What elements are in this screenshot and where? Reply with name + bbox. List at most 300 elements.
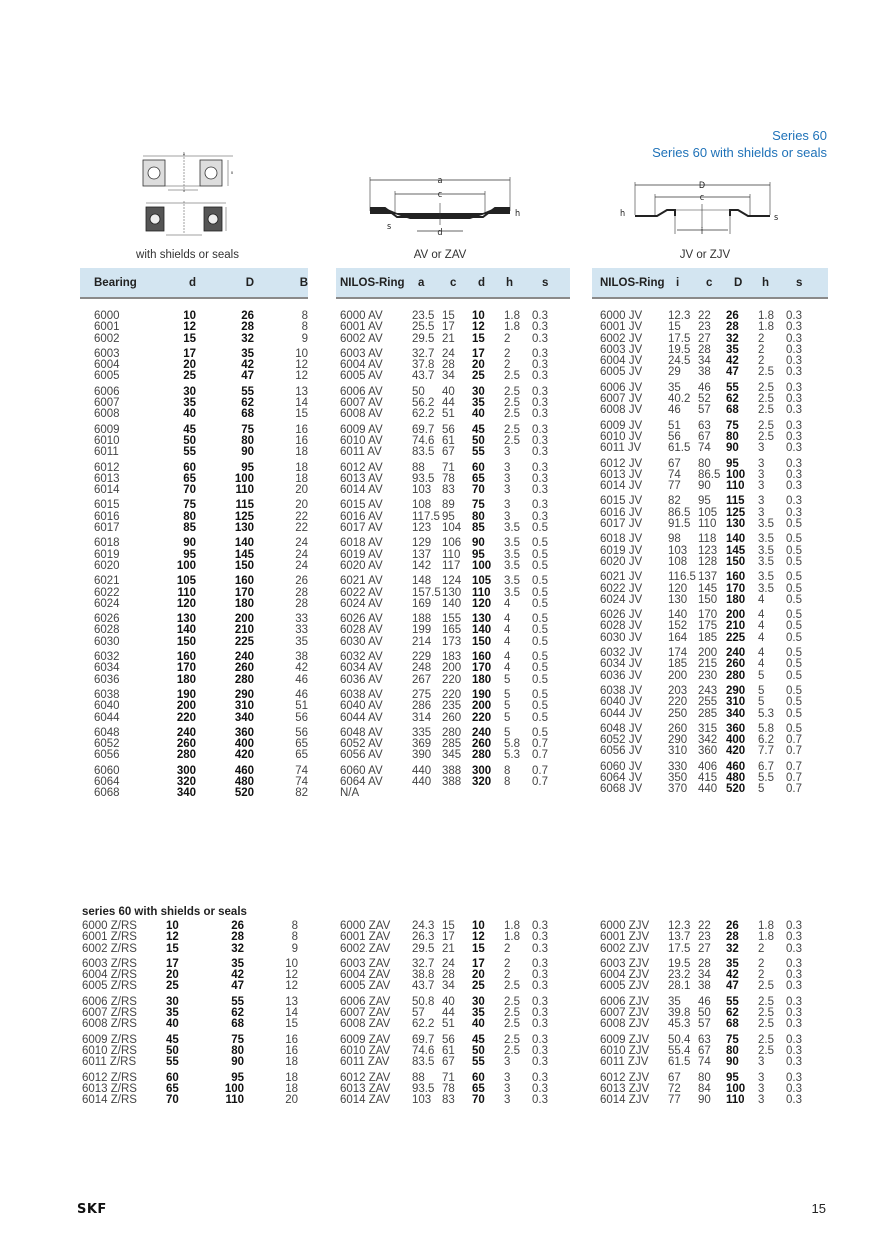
cell-col-5: 0.3 xyxy=(532,484,548,497)
cell-col-1: 86.5 xyxy=(668,506,691,519)
cell-col-2: 145 xyxy=(234,548,254,561)
cell-col-0: 6009 xyxy=(94,423,120,436)
cell-col-0: N/A xyxy=(340,787,360,800)
table-row xyxy=(336,1095,570,1106)
col-D: D xyxy=(245,276,254,289)
cell-col-1: 62.2 xyxy=(412,408,435,421)
cell-col-2: 173 xyxy=(442,635,462,648)
cell-col-4: 3.5 xyxy=(758,555,774,568)
cell-col-5: 0.3 xyxy=(532,1056,548,1069)
cell-col-3: 74 xyxy=(295,775,308,788)
cell-col-5: 0.7 xyxy=(532,764,548,777)
cell-col-5: 0.3 xyxy=(786,1044,802,1057)
cell-col-1: 19.5 xyxy=(668,957,691,970)
cell-col-2: 46 xyxy=(698,381,711,394)
cell-col-0: 6028 AV xyxy=(340,624,383,637)
table-row xyxy=(592,944,828,955)
bearing-caption: with shields or seals xyxy=(136,249,239,261)
cell-col-0: 6000 ZJV xyxy=(600,920,650,932)
cell-col-5: 0.3 xyxy=(786,1071,802,1084)
cell-col-2: 110 xyxy=(698,518,717,531)
cell-col-2: 90 xyxy=(241,446,254,459)
col-B: B xyxy=(299,276,308,289)
table-row xyxy=(592,746,828,757)
cell-col-3: 51 xyxy=(295,700,308,713)
cell-col-0: 6007 AV xyxy=(340,397,383,410)
cell-col-2: 460 xyxy=(234,764,254,777)
cell-col-2: 315 xyxy=(698,722,718,735)
cell-col-3: 150 xyxy=(726,555,746,568)
table-row xyxy=(592,981,828,992)
table-row xyxy=(80,750,308,761)
cell-col-2: 185 xyxy=(698,631,718,644)
cell-col-2: 180 xyxy=(234,597,254,610)
cell-col-0: 6048 AV xyxy=(340,726,383,739)
cell-col-3: 100 xyxy=(726,1082,746,1095)
table-row xyxy=(80,523,308,534)
cell-col-0: 6020 JV xyxy=(600,555,643,568)
cell-col-4: 3 xyxy=(758,1094,765,1107)
cell-col-1: 229 xyxy=(412,651,432,664)
cell-col-0: 6006 xyxy=(94,385,120,398)
cell-col-1: 335 xyxy=(412,726,432,739)
table-row xyxy=(592,322,828,333)
cell-col-5: 0.3 xyxy=(532,310,548,322)
cell-col-2: 28 xyxy=(698,343,711,356)
cell-col-1: 37.8 xyxy=(412,359,435,372)
cell-col-2: 89 xyxy=(442,499,455,512)
cell-col-0: 6028 JV xyxy=(600,620,643,633)
cell-col-3: 65 xyxy=(295,738,308,751)
cell-col-5: 0.5 xyxy=(786,593,802,606)
cell-col-3: 100 xyxy=(472,559,492,572)
jv-nilos-table xyxy=(592,268,828,796)
cell-col-2: 40 xyxy=(442,995,455,1008)
cell-col-5: 0.3 xyxy=(532,347,548,360)
cell-col-5: 0.5 xyxy=(786,609,802,622)
cell-col-4: 2.5 xyxy=(758,995,774,1008)
cell-col-0: 6068 JV xyxy=(600,783,643,796)
cell-col-5: 0.5 xyxy=(786,555,802,568)
cell-col-1: 100 xyxy=(176,559,196,572)
table-row xyxy=(80,599,308,610)
cell-col-1: 83.5 xyxy=(412,446,435,459)
cell-col-4: 2.5 xyxy=(504,980,520,993)
cell-col-4: 3 xyxy=(504,1082,511,1095)
cell-col-2: 62 xyxy=(241,397,254,410)
cell-col-2: 67 xyxy=(442,446,455,459)
cell-col-3: 320 xyxy=(472,775,492,788)
cell-col-4: 1.8 xyxy=(758,920,774,932)
cell-col-3: 120 xyxy=(472,597,492,610)
cell-col-0: 6015 xyxy=(94,499,120,512)
zjv-table xyxy=(592,921,828,1106)
cell-col-1: 330 xyxy=(668,760,688,773)
cell-col-4: 2.5 xyxy=(758,430,774,443)
cell-col-0: 6019 AV xyxy=(340,548,383,561)
cell-col-0: 6002 ZAV xyxy=(340,942,391,955)
cell-col-1: 45.3 xyxy=(668,1018,691,1031)
cell-col-4: 3.5 xyxy=(504,548,520,561)
cell-col-2: 400 xyxy=(234,738,254,751)
cell-col-0: 6012 xyxy=(94,461,120,474)
label-c: c xyxy=(437,190,443,200)
table-row xyxy=(592,572,828,583)
cell-col-1: 62.2 xyxy=(412,1018,435,1031)
av-table-body xyxy=(336,299,570,800)
cell-col-2: 57 xyxy=(698,404,711,417)
cell-col-3: 480 xyxy=(726,771,746,784)
cell-col-0: 6044 xyxy=(94,711,120,724)
cell-col-2: 290 xyxy=(234,688,254,701)
cell-col-2: 34 xyxy=(442,980,455,993)
table-row xyxy=(80,538,308,549)
cell-col-2: 128 xyxy=(698,555,718,568)
cell-col-5: 0.3 xyxy=(532,472,548,485)
cell-col-4: 3.5 xyxy=(758,518,774,531)
cell-col-4: 3.5 xyxy=(504,586,520,599)
cell-col-1: 23.5 xyxy=(412,310,435,322)
cell-col-4: 2.5 xyxy=(758,404,774,417)
cell-col-0: 6000 JV xyxy=(600,310,643,322)
cell-col-0: 6008 ZAV xyxy=(340,1018,391,1031)
cell-col-5: 0.7 xyxy=(532,738,548,751)
cell-col-2: 47 xyxy=(231,980,244,993)
cell-col-3: 125 xyxy=(726,506,746,519)
cell-col-0: 6013 Z/RS xyxy=(82,1082,137,1095)
cell-col-4: 3.5 xyxy=(504,559,520,572)
cell-col-5: 0.3 xyxy=(532,1044,548,1057)
cell-col-2: 90 xyxy=(698,480,711,493)
cell-col-5: 0.3 xyxy=(532,434,548,447)
cell-col-2: 23 xyxy=(698,931,711,944)
cell-col-3: 8 xyxy=(291,931,298,944)
cell-col-1: 61.5 xyxy=(668,1056,691,1069)
cell-col-1: 199 xyxy=(412,624,432,637)
cell-col-4: 3 xyxy=(758,506,765,519)
cell-col-3: 30 xyxy=(472,995,485,1008)
cell-col-4: 2.5 xyxy=(758,1018,774,1031)
cell-col-0: 6002 AV xyxy=(340,332,383,345)
cell-col-1: 130 xyxy=(668,593,688,606)
cell-col-3: 56 xyxy=(295,711,308,724)
table-row xyxy=(336,1019,570,1030)
cell-col-3: 45 xyxy=(472,423,485,436)
cell-col-4: 5 xyxy=(758,696,765,709)
cell-col-3: 42 xyxy=(726,355,739,368)
cell-col-3: 65 xyxy=(472,472,485,485)
cell-col-2: 80 xyxy=(698,1071,711,1084)
cell-col-3: 110 xyxy=(472,586,491,599)
cell-col-0: 6003 ZJV xyxy=(600,957,650,970)
cell-col-3: 65 xyxy=(295,749,308,762)
series-title: Series 60 xyxy=(772,128,827,143)
cell-col-1: 140 xyxy=(668,609,688,622)
cell-col-1: 24.5 xyxy=(668,355,691,368)
cell-col-0: 6004 AV xyxy=(340,359,383,372)
cell-col-0: 6005 xyxy=(94,370,120,383)
table-row xyxy=(592,784,828,795)
cell-col-5: 0.3 xyxy=(786,381,802,394)
cell-col-4: 2 xyxy=(504,359,511,372)
cell-col-5: 0.3 xyxy=(786,1056,802,1069)
cell-col-2: 280 xyxy=(442,726,462,739)
cell-col-0: 6009 JV xyxy=(600,419,643,432)
cell-col-1: 39.8 xyxy=(668,1007,691,1020)
cell-col-0: 6013 ZJV xyxy=(600,1082,650,1095)
cell-col-5: 0.5 xyxy=(532,597,548,610)
cell-col-1: 28.1 xyxy=(668,980,691,993)
av-nilos-diagram xyxy=(365,175,535,240)
cell-col-0: 6011 Z/RS xyxy=(82,1056,137,1069)
cell-col-2: 230 xyxy=(698,669,718,682)
cell-col-3: 26 xyxy=(295,575,308,588)
cell-col-0: 6004 ZJV xyxy=(600,969,650,982)
cell-col-1: 314 xyxy=(412,711,432,724)
cell-col-4: 3.5 xyxy=(504,537,520,550)
cell-col-2: 56 xyxy=(442,1033,455,1046)
cell-col-2: 62 xyxy=(231,1007,244,1020)
cell-col-2: 35 xyxy=(231,957,244,970)
cell-col-0: 6009 Z/RS xyxy=(82,1033,137,1046)
cell-col-3: 22 xyxy=(295,510,308,523)
cell-col-3: 12 xyxy=(295,370,308,383)
cell-col-1: 56 xyxy=(668,430,681,443)
cell-col-2: 44 xyxy=(442,1007,455,1020)
cell-col-5: 0.5 xyxy=(786,544,802,557)
cell-col-0: 6034 AV xyxy=(340,662,383,675)
cell-col-3: 10 xyxy=(472,920,485,932)
cell-col-4: 2 xyxy=(504,332,511,345)
cell-col-3: 18 xyxy=(285,1056,298,1069)
cell-col-4: 2.5 xyxy=(504,408,520,421)
cell-col-0: 6002 JV xyxy=(600,332,643,345)
cell-col-0: 6024 JV xyxy=(600,593,643,606)
cell-col-2: 55 xyxy=(231,995,244,1008)
cell-col-2: 17 xyxy=(442,321,455,334)
cell-col-0: 6036 xyxy=(94,673,120,686)
cell-col-1: 67 xyxy=(668,1071,681,1084)
cell-col-3: 130 xyxy=(726,518,746,531)
cell-col-2: 345 xyxy=(442,749,462,762)
cell-col-1: 116.5 xyxy=(668,571,696,584)
cell-col-0: 6060 AV xyxy=(340,764,383,777)
cell-col-5: 0.5 xyxy=(786,647,802,660)
cell-col-5: 0.5 xyxy=(532,726,548,739)
cell-col-4: 1.8 xyxy=(758,321,774,334)
cell-col-5: 0.3 xyxy=(786,995,802,1008)
cell-col-4: 5 xyxy=(504,688,511,701)
cell-col-4: 2 xyxy=(504,969,511,982)
cell-col-2: 360 xyxy=(234,726,254,739)
cell-col-2: 106 xyxy=(442,537,462,550)
cell-col-2: 110 xyxy=(235,484,254,497)
cell-col-1: 77 xyxy=(668,480,681,493)
cell-col-3: 520 xyxy=(726,783,746,796)
cell-col-3: 30 xyxy=(472,385,485,398)
bearing-diagram xyxy=(138,150,238,240)
cell-col-1: 103 xyxy=(412,484,432,497)
cell-col-3: 115 xyxy=(726,495,745,508)
cell-col-3: 16 xyxy=(285,1033,298,1046)
cell-col-2: 35 xyxy=(241,347,254,360)
cell-col-0: 6012 ZAV xyxy=(340,1071,391,1084)
cell-col-5: 0.7 xyxy=(786,760,802,773)
cell-col-3: 20 xyxy=(472,969,485,982)
cell-col-2: 28 xyxy=(442,359,455,372)
cell-col-2: 243 xyxy=(698,684,718,697)
cell-col-1: 108 xyxy=(412,499,432,512)
cell-col-2: 75 xyxy=(241,423,254,436)
table-row xyxy=(336,663,570,674)
cell-col-3: 280 xyxy=(726,669,746,682)
cell-col-5: 0.3 xyxy=(532,980,548,993)
cell-col-2: 255 xyxy=(698,696,718,709)
cell-col-0: 6010 Z/RS xyxy=(82,1044,137,1057)
cell-col-3: 145 xyxy=(726,544,746,557)
cell-col-0: 6052 JV xyxy=(600,734,643,747)
jv-table-header xyxy=(592,268,828,299)
cell-col-3: 22 xyxy=(295,522,308,535)
cell-col-3: 25 xyxy=(472,370,485,383)
cell-col-2: 100 xyxy=(234,472,254,485)
cell-col-4: 2.5 xyxy=(758,1007,774,1020)
cell-col-2: 32 xyxy=(231,942,244,955)
cell-col-3: 45 xyxy=(472,1033,485,1046)
cell-col-4: 6.7 xyxy=(758,760,774,773)
cell-col-4: 4 xyxy=(504,613,511,626)
cell-col-2: 38 xyxy=(698,980,711,993)
cell-col-1: 35 xyxy=(166,1007,179,1020)
cell-col-0: 6020 AV xyxy=(340,559,383,572)
cell-col-3: 360 xyxy=(726,722,746,735)
table-row xyxy=(592,367,828,378)
label-s-jv: s xyxy=(774,213,779,223)
cell-col-4: 2.5 xyxy=(504,397,520,410)
cell-col-3: 240 xyxy=(726,647,746,660)
table-row xyxy=(336,944,570,955)
cell-col-0: 6052 xyxy=(94,738,120,751)
cell-col-2: 110 xyxy=(442,548,461,561)
cell-col-1: 120 xyxy=(176,597,196,610)
cell-col-1: 67 xyxy=(668,457,681,470)
cell-col-2: 145 xyxy=(698,582,718,595)
cell-col-1: 46 xyxy=(668,404,681,417)
cell-col-3: 90 xyxy=(726,442,739,455)
cell-col-3: 12 xyxy=(285,969,298,982)
cell-col-4: 2.5 xyxy=(504,1018,520,1031)
cell-col-1: 220 xyxy=(176,711,196,724)
cell-col-0: 6048 JV xyxy=(600,722,643,735)
cell-col-5: 0.3 xyxy=(532,1033,548,1046)
cell-col-5: 0.5 xyxy=(786,722,802,735)
cell-col-0: 6021 xyxy=(94,575,120,588)
cell-col-3: 16 xyxy=(295,423,308,436)
cell-col-5: 0.5 xyxy=(532,522,548,535)
cell-col-4: 4 xyxy=(758,620,765,633)
cell-col-0: 6001 xyxy=(94,321,120,334)
cell-col-1: 40.2 xyxy=(668,393,691,406)
cell-col-3: 80 xyxy=(726,430,739,443)
cell-col-3: 140 xyxy=(726,533,746,546)
cell-col-1: 148 xyxy=(412,575,432,588)
cell-col-1: 55 xyxy=(166,1056,179,1069)
bearing-table-body xyxy=(80,299,308,800)
cell-col-4: 1.8 xyxy=(758,931,774,944)
cell-col-3: 18 xyxy=(285,1071,298,1084)
cell-col-0: 6007 ZAV xyxy=(340,1007,391,1020)
cell-col-4: 3 xyxy=(504,1056,511,1069)
shielded-bearing-table xyxy=(80,921,308,1106)
cell-col-0: 6009 AV xyxy=(340,423,383,436)
cell-col-1: 69.7 xyxy=(412,423,435,436)
cell-col-3: 260 xyxy=(726,658,746,671)
col-s: s xyxy=(542,276,549,289)
cell-col-3: 50 xyxy=(472,1044,485,1057)
cell-col-1: 60 xyxy=(166,1071,179,1084)
cell-col-3: 46 xyxy=(295,673,308,686)
table-row xyxy=(592,1057,828,1068)
cell-col-0: 6044 AV xyxy=(340,711,383,724)
cell-col-2: 28 xyxy=(231,931,244,944)
cell-col-0: 6030 JV xyxy=(600,631,643,644)
label-d: d xyxy=(183,189,185,193)
cell-col-3: 9 xyxy=(301,332,308,345)
cell-col-4: 4 xyxy=(504,597,511,610)
cell-col-1: 117.5 xyxy=(412,510,440,523)
cell-col-3: 20 xyxy=(295,484,308,497)
cell-col-5: 0.3 xyxy=(532,920,548,932)
cell-col-2: 220 xyxy=(442,688,462,701)
cell-col-1: 310 xyxy=(668,745,688,758)
cell-col-3: 95 xyxy=(726,457,739,470)
cell-col-3: 110 xyxy=(726,1094,745,1107)
cell-col-3: 12 xyxy=(472,931,485,944)
cell-col-4: 2 xyxy=(758,332,765,345)
cell-col-1: 203 xyxy=(668,684,688,697)
cell-col-5: 0.3 xyxy=(532,1071,548,1084)
cell-col-3: 17 xyxy=(472,957,485,970)
cell-col-2: 34 xyxy=(698,355,711,368)
cell-col-1: 50.8 xyxy=(412,995,435,1008)
cell-col-4: 3 xyxy=(504,499,511,512)
cell-col-0: 6036 AV xyxy=(340,673,383,686)
cell-col-0: 6030 AV xyxy=(340,635,383,648)
cell-col-2: 68 xyxy=(241,408,254,421)
cell-col-4: 3 xyxy=(504,510,511,523)
cell-col-2: 15 xyxy=(442,920,455,932)
cell-col-5: 0.3 xyxy=(532,321,548,334)
cell-col-4: 5 xyxy=(504,700,511,713)
cell-col-3: 62 xyxy=(726,393,739,406)
cell-col-3: 15 xyxy=(472,332,485,345)
cell-col-4: 5 xyxy=(758,669,765,682)
cell-col-2: 240 xyxy=(234,651,254,664)
col-c: c xyxy=(706,276,713,289)
cell-col-4: 5 xyxy=(504,711,511,724)
cell-col-2: 260 xyxy=(234,662,254,675)
cell-col-2: 280 xyxy=(234,673,254,686)
cell-col-5: 0.3 xyxy=(532,385,548,398)
table-row xyxy=(336,561,570,572)
table-row xyxy=(336,538,570,549)
cell-col-5: 0.3 xyxy=(786,980,802,993)
cell-col-1: 26.3 xyxy=(412,931,435,944)
cell-col-5: 0.3 xyxy=(786,332,802,345)
cell-col-0: 6008 AV xyxy=(340,408,383,421)
table-row xyxy=(336,750,570,761)
cell-col-3: 130 xyxy=(472,613,492,626)
